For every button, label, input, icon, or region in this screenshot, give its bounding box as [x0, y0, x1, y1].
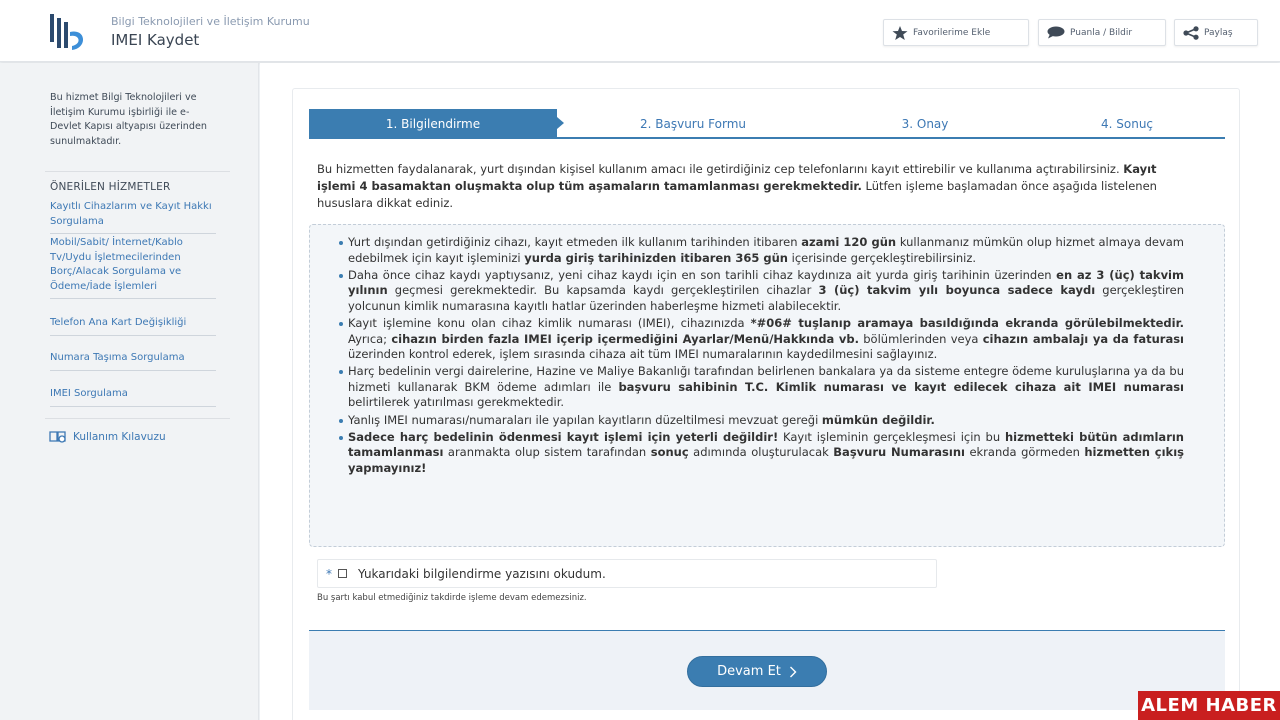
sidebar	[0, 63, 259, 720]
user-guide-label: Kullanım Kılavuzu	[73, 430, 166, 443]
btk-logo	[46, 10, 90, 54]
share-label: Paylaş	[1204, 27, 1233, 38]
step-form: 2. Başvuru Formu	[640, 117, 746, 131]
intro-text: Bu hizmetten faydalanarak, yurt dışından kişisel kullanım amacı ile getirdiğiniz cep telefonlarını kayıt ettirebilir ve kullanıma açtırabilirsiniz. Kayıt işlemi 4 basamaktan oluşmakta olup tüm aşamaların tamamlanması gerekmektedir. Lütfen işleme başlamadan önce aşağıda listelenen hususlara dikkat ediniz.	[317, 162, 1157, 210]
sidebar-section-title: ÖNERİLEN HİZMETLER	[50, 181, 171, 193]
chevron-right-icon	[789, 666, 797, 678]
header	[0, 0, 1280, 62]
rate-label: Puanla / Bildir	[1070, 27, 1133, 38]
notice-box	[309, 224, 1225, 547]
form-footer	[309, 630, 1225, 710]
notice-item: Harç bedelinin vergi dairelerine, Hazine ve Maliye Bakanlığı tarafından belirlenen bankalara ya da sisteme entegre ödeme kuruluşlarına ya da bu hizmeti kullanarak BKM ödeme adımları ile başvuru sahibinin T.C. Kimlik numarası ve kayıt edilecek cihaza ait IMEI numarası belirtilerek yatırılması gerekmektedir.	[348, 364, 1184, 410]
book-icon	[49, 430, 67, 443]
user-guide-link[interactable]	[49, 430, 166, 443]
share-button[interactable]	[1174, 19, 1258, 46]
sidebar-link-registered-devices[interactable]: Kayıtlı Cihazlarım ve Kayıt Hakkı Sorgulama	[50, 200, 216, 234]
share-icon	[1183, 26, 1199, 40]
favorite-label: Favorilerime Ekle	[913, 27, 991, 38]
sidebar-intro: Bu hizmet Bilgi Teknolojileri ve İletişim Kurumu işbirliği ile e-Devlet Kapısı altyapısı üzerinden sunulmaktadır.	[50, 92, 207, 147]
star-icon	[892, 26, 908, 40]
acknowledge-field	[317, 559, 937, 588]
page-title: IMEI Kaydet	[111, 31, 200, 49]
sidebar-divider	[45, 418, 230, 419]
sidebar-divider	[45, 171, 230, 172]
notice-item: Kayıt işlemine konu olan cihaz kimlik numarası (IMEI), cihazınızda *#06# tuşlanıp aramaya basıldığında ekranda görülebilmektedir. Ayrıca; cihazın birden fazla IMEI içerip içermediğini Ayarlar/Menü/Hakkında vb. bölümlerinden veya cihazın ambalajı ya da faturası üzerinden kontrol ederek, işlem sırasında cihaza ait tüm IMEI numaralarının kaydedilmesini sağlayınız.	[348, 315, 1185, 362]
sidebar-link-debt-inquiry[interactable]: Mobil/Sabit/ İnternet/Kablo Tv/Uydu İşletmecilerinden Borç/Alacak Sorgulama ve Ödeme/İade İşlemleri	[50, 236, 216, 299]
acknowledge-checkbox[interactable]	[338, 569, 347, 578]
wizard-steps	[309, 109, 1225, 139]
watermark: ALEM HABER	[1138, 691, 1280, 720]
sidebar-link-motherboard-change[interactable]: Telefon Ana Kart Değişikliği	[50, 316, 216, 336]
sidebar-link-imei-query[interactable]: IMEI Sorgulama	[50, 387, 216, 407]
notice-item: Daha önce cihaz kaydı yaptıysanız, yeni cihaz kaydı için en son tarihli cihaz kaydınıza ait yurda giriş tarihinin üzerinden en az 3 (üç) takvim yılının geçmesi gerekmektedir. Bu kapsamda kaydı gerçekleştirilen cihazlar 3 (üç) takvim yılı boyunca sadece kaydı gerçekleştiren yolcunun kimlik numarasına kayıtlı hatlar üzerinden haberleşme hizmeti alabilecektir.	[348, 267, 1184, 313]
institution-name: Bilgi Teknolojileri ve İletişim Kurumu	[111, 15, 310, 28]
favorite-button[interactable]	[883, 19, 1029, 46]
sidebar-link-number-porting[interactable]: Numara Taşıma Sorgulama	[50, 351, 216, 371]
notice-item: Sadece harç bedelinin ödenmesi kayıt işlemi için yeterli değildir! Kayıt işleminin gerçekleşmesi için bu hizmetteki bütün adımların tamamlanması aranmakta olup sistem tarafından sonuç adımında oluşturulacak Başvuru Numarasını ekranda görmeden hizmetten çıkış yapmayınız!	[348, 429, 1184, 475]
notice-item: Yurt dışından getirdiğiniz cihazı, kayıt etmeden ilk kullanım tarihinden itibaren azami 120 gün kullanmanız mümkün olup hizmet almaya devam edebilmek için kayıt işleminizi yurda giriş tarihinizden itibaren 365 gün içerisinde gerçekleştirebilirsiniz.	[348, 235, 1185, 265]
comment-icon	[1047, 26, 1065, 39]
next-button[interactable]	[687, 656, 827, 687]
acknowledge-note: Bu şartı kabul etmediğiniz takdirde işleme devam edemezsiniz.	[317, 593, 587, 603]
acknowledge-label[interactable]: Yukarıdaki bilgilendirme yazısını okudum.	[358, 566, 606, 581]
required-mark: *	[326, 566, 332, 581]
wizard-card	[292, 88, 1240, 720]
rate-button[interactable]	[1038, 19, 1166, 46]
step-arrow-icon	[557, 117, 564, 129]
main-content	[260, 63, 1280, 720]
step-info: 1. Bilgilendirme	[309, 109, 557, 139]
step-result: 4. Sonuç	[1100, 117, 1154, 131]
next-label: Devam Et	[717, 664, 781, 679]
notice-item: Yanlış IMEI numarası/numaraları ile yapılan kayıtların düzeltilmesi mevzuat gereği mümkün değildir.	[348, 413, 1184, 429]
step-confirm: 3. Onay	[901, 117, 949, 131]
